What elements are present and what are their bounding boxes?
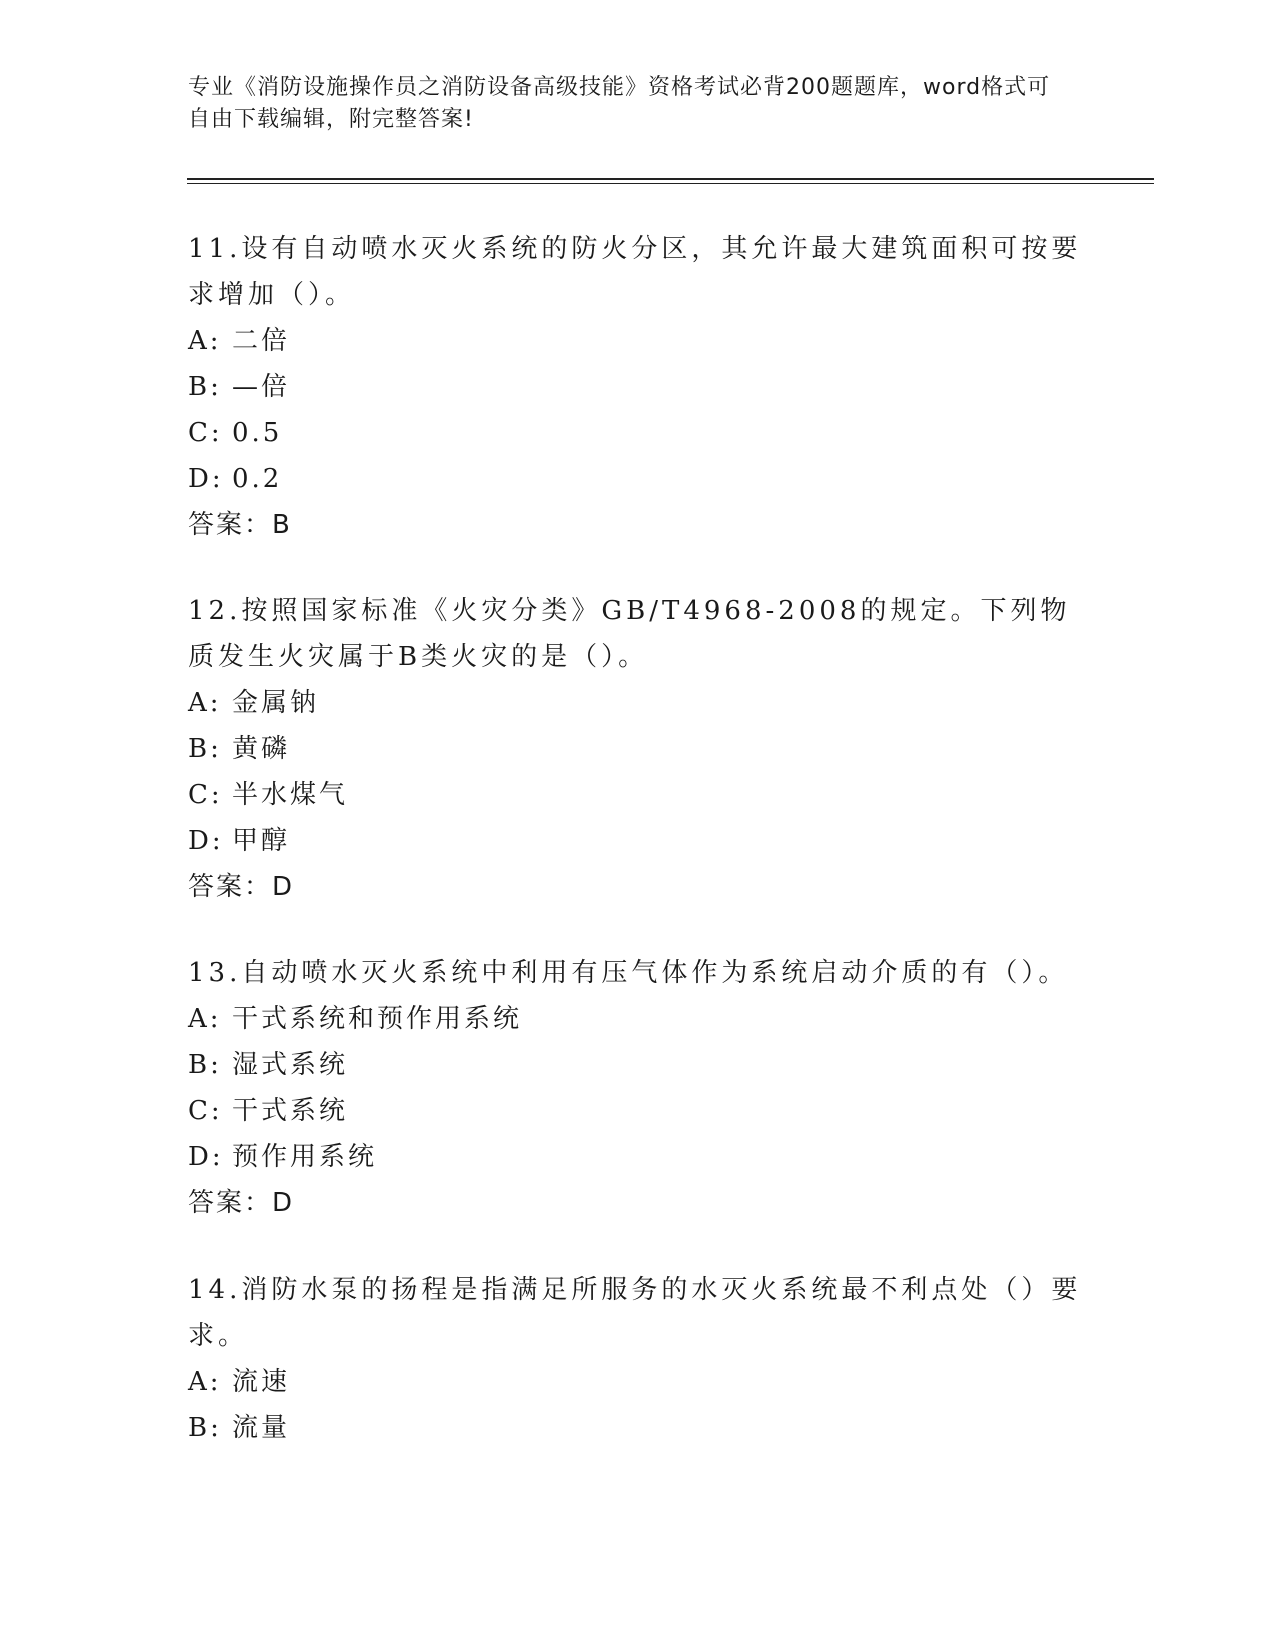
option-text: 干式系统和预作用系统	[232, 1004, 523, 1034]
option-c	[188, 410, 1088, 456]
option-label: D:	[188, 1142, 224, 1172]
option-b	[188, 364, 1088, 410]
option-text: 预作用系统	[232, 1142, 378, 1172]
answer: 答案：D	[188, 872, 295, 902]
option-c	[188, 772, 1088, 818]
option-text: 半水煤气	[232, 780, 349, 810]
option-label: D:	[188, 464, 224, 494]
option-label: B:	[188, 372, 222, 402]
option-text: 甲醇	[232, 826, 291, 856]
option-text: 湿式系统	[232, 1050, 349, 1080]
option-a	[188, 996, 1088, 1042]
option-label: D:	[188, 826, 224, 856]
option-text: 二倍	[232, 326, 291, 356]
option-text: 0.5	[232, 418, 283, 448]
option-label: A:	[188, 688, 222, 718]
question-block	[188, 1267, 1088, 1451]
question-block	[188, 226, 1088, 548]
option-text: —倍	[232, 372, 291, 402]
option-label: C:	[188, 1096, 223, 1126]
question-stem: 12.按照国家标准《火灾分类》GB/T4968-2008的规定。下列物质发生火灾属于B类火灾的是（）。	[188, 596, 1071, 672]
question-block	[188, 950, 1088, 1226]
option-label: A:	[188, 1367, 222, 1397]
header-divider	[187, 178, 1154, 184]
option-text: 0.2	[232, 464, 283, 494]
option-text: 干式系统	[232, 1096, 349, 1126]
document-header: 专业《消防设施操作员之消防设备高级技能》资格考试必背200题题库，word格式可自由下载编辑，附完整答案!	[188, 75, 1051, 132]
option-d	[188, 818, 1088, 864]
option-a	[188, 680, 1088, 726]
option-label: B:	[188, 1413, 222, 1443]
option-text: 流速	[232, 1367, 291, 1397]
option-d	[188, 1134, 1088, 1180]
question-stem: 11.设有自动喷水灭火系统的防火分区，其允许最大建筑面积可按要求增加（）。	[188, 234, 1082, 310]
question-block	[188, 588, 1088, 910]
option-a	[188, 318, 1088, 364]
option-label: A:	[188, 326, 222, 356]
option-text: 金属钠	[232, 688, 320, 718]
option-b	[188, 1405, 1088, 1451]
question-stem: 13.自动喷水灭火系统中利用有压气体作为系统启动介质的有（）。	[188, 958, 1069, 988]
option-label: C:	[188, 780, 223, 810]
option-text: 流量	[232, 1413, 291, 1443]
option-b	[188, 726, 1088, 772]
question-stem: 14.消防水泵的扬程是指满足所服务的水灭火系统最不利点处（）要求。	[188, 1275, 1082, 1351]
option-label: B:	[188, 1050, 222, 1080]
option-b	[188, 1042, 1088, 1088]
option-text: 黄磷	[232, 734, 291, 764]
option-label: A:	[188, 1004, 222, 1034]
option-label: B:	[188, 734, 222, 764]
option-c	[188, 1088, 1088, 1134]
answer: 答案：B	[188, 510, 292, 540]
answer: 答案：D	[188, 1188, 295, 1218]
option-a	[188, 1359, 1088, 1405]
option-d	[188, 456, 1088, 502]
option-label: C:	[188, 418, 223, 448]
